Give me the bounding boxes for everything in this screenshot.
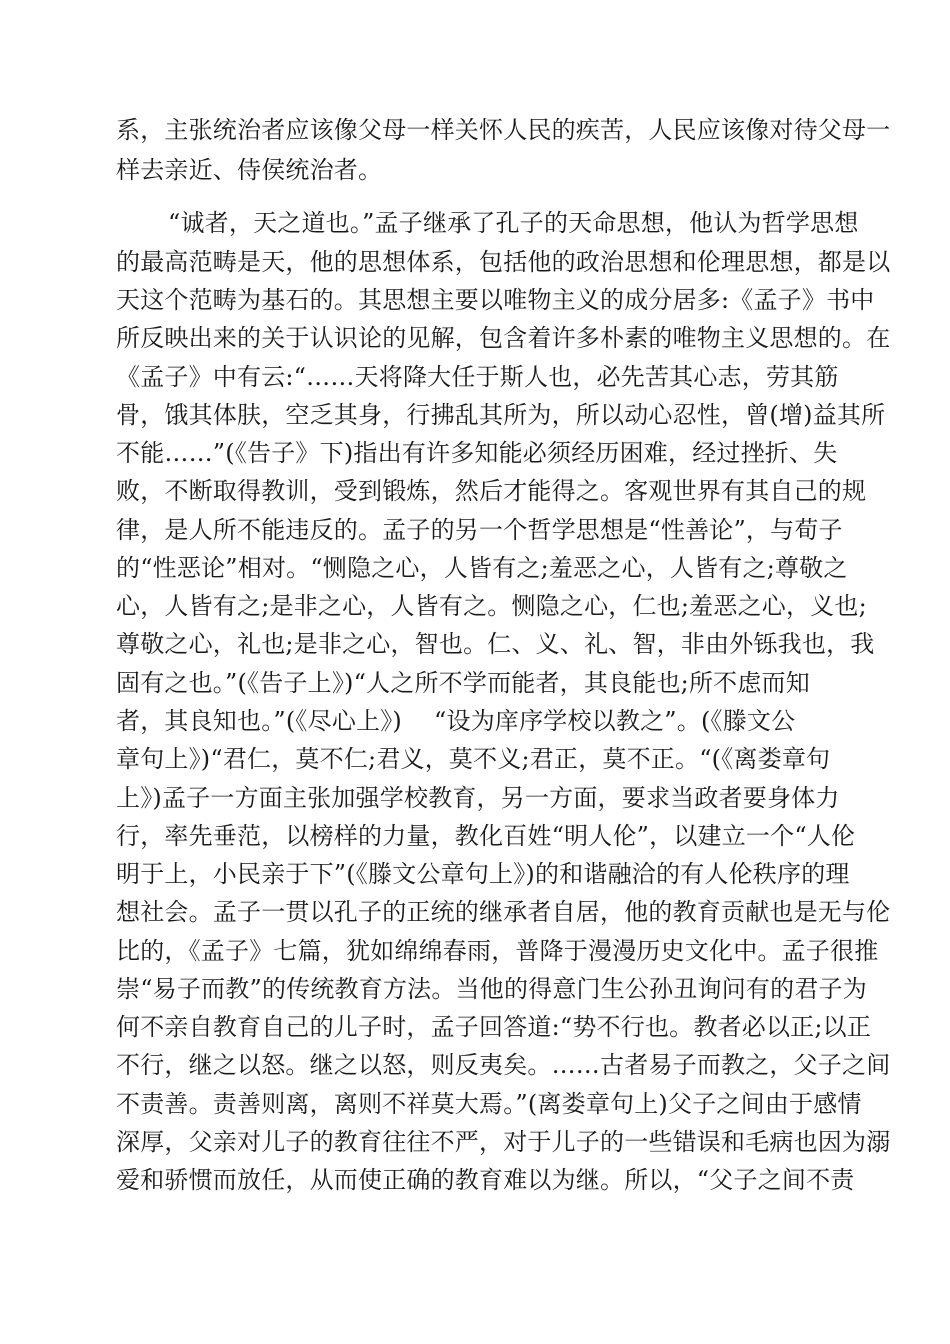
text-line: 所反映出来的关于认识论的见解，包含着许多朴素的唯物主义思想的。在 [116,324,891,352]
text-line: 行，率先垂范，以榜样的力量，教化百姓“明人伦”，以建立一个“人伦 [116,822,856,850]
text-line: 崇“易子而教”的传统教育方法。当他的得意门生公孙丑询问有的君子为 [116,975,867,1003]
text-line: 固有之也。”(《告子上》)“人之所不学而能者，其良能也;所不虑而知 [116,669,810,697]
text-line: 想社会。孟子一贯以孔子的正统的继承者自居，他的教育贡献也是无与伦 [116,898,891,926]
text-line: 尊敬之心，礼也;是非之心，智也。仁、义、礼、智，非由外铄我也，我 [116,630,875,658]
text-line: 不能……”(《告子》下)指出有许多知能必须经历困难，经过挫折、失 [116,439,838,467]
text-line: 深厚，父亲对儿子的教育往往不严，对于儿子的一些错误和毛病也因为溺 [116,1128,891,1156]
text-line: 上》)孟子一方面主张加强学校教育，另一方面，要求当政者要身体力 [116,784,840,812]
text-line: 的最高范畴是天，他的思想体系，包括他的政治思想和伦理思想，都是以 [116,248,891,276]
text-line: 骨，饿其体肤，空乏其身，行拂乱其所为，所以动心忍性，曾(增)益其所 [116,401,886,429]
text-line: 心，人皆有之;是非之心，人皆有之。恻隐之心，仁也;羞恶之心，义也; [116,592,867,620]
text-line: 败，不断取得教训，受到锻炼，然后才能得之。客观世界有其自己的规 [116,477,867,505]
text-line: 不责善。责善则离，离则不祥莫大焉。”(离娄章句上)父子之间由于感情 [116,1090,862,1118]
text-line: 何不亲自教育自己的儿子时，孟子回答道:“势不行也。教者必以正;以正 [116,1013,872,1041]
text-line: 律，是人所不能违反的。孟子的另一个哲学思想是“性善论”，与荀子 [116,516,843,544]
text-line: 天这个范畴为基石的。其思想主要以唯物主义的成分居多:《孟子》书中 [116,286,875,314]
text-line: 样去亲近、侍侯统治者。 [116,156,383,184]
text-line: 的“性恶论”相对。“恻隐之心，人皆有之;羞恶之心，人皆有之;尊敬之 [116,554,848,582]
text-line: 系，主张统治者应该像父母一样关怀人民的疾苦，人民应该像对待父母一 [116,116,891,144]
text-line: 明于上，小民亲于下”(《滕文公章句上》)的和谐融洽的有人伦秩序的理 [116,860,850,888]
text-line: 者，其良知也。”(《尽心上》) “设为庠序学校以教之”。(《滕文公 [116,707,796,735]
paragraph-first-line: “诚者，天之道也。”孟子继承了孔子的天命思想，他认为哲学思想 [168,209,859,237]
text-line: 不行，继之以怒。继之以怒，则反夷矣。……古者易子而教之，父子之间 [116,1051,891,1079]
text-line: 章句上》)“君仁，莫不仁;君义，莫不义;君正，莫不正。“(《离娄章句 [116,745,831,773]
text-line: 《孟子》中有云:“……天将降大任于斯人也，必先苦其心志，劳其筋 [116,363,839,391]
text-line: 比的，《孟子》七篇，犹如绵绵春雨，普降于漫漫历史文化中。孟子很推 [116,937,879,965]
text-line: 爱和骄惯而放任，从而使正确的教育难以为继。所以，“父子之间不责 [116,1166,855,1194]
